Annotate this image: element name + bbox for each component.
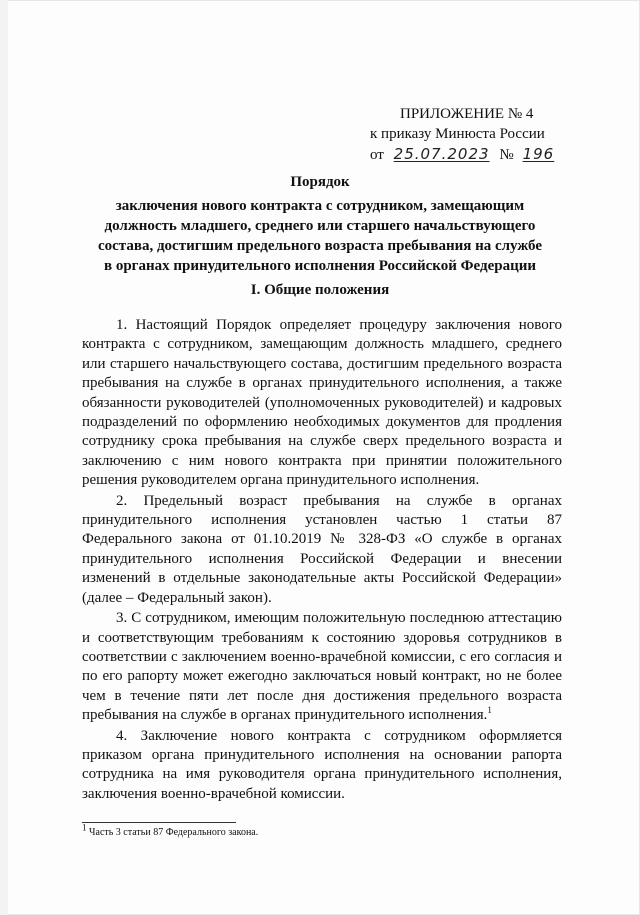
paragraph-text: 4. Заключение нового контракта с сотрудником оформляется приказом органа принудительного исполнения на основании рапорта сотрудника на имя руководителя органа принудительного исполнения, заключения военно-врачебной комиссии. [82, 727, 562, 802]
paragraph-4 [82, 727, 562, 805]
document-title-line: должность младшего, среднего или старшего начальствующего [104, 218, 536, 234]
paragraph-text: 1. Настоящий Порядок определяет процедуру заключения нового контракта с сотрудником, замещающим должность младшего, среднего или старшего начальствующего состава, достигшим предельного возраста пребывания на службе в органах принудительного исполнения, а также обязанности руководителей (уполномоченных руководителей) и кадровых подразделений по оформлению необходимых документов для продления сотруднику срока пребывания на службе сверх предельного возраста и заключению с ним нового контракта при принятии положительного решения руководителем органа принудительного исполнения. [82, 317, 562, 489]
scan-edge [0, 0, 8, 915]
paragraph-2 [82, 492, 562, 608]
from-label: от [370, 147, 384, 163]
document-title [70, 172, 570, 276]
footnote-text: Часть 3 статьи 87 Федерального закона. [89, 827, 259, 838]
appendix-header [370, 104, 570, 165]
handwritten-number: 196 [522, 145, 555, 163]
section-heading: I. Общие положения [250, 282, 390, 298]
paragraph-text: 3. С сотрудником, имеющим положительную последнюю аттестацию и соответствующим требованиям к состоянию здоровья сотрудников в соответствии с заключением военно-врачебной комиссии, с его согласия и по его рапорту может ежегодно заключаться новый контракт, но не более чем в течение пяти лет после дня достижения предельного возраста пребывания на службе в органах принудительного исполнения. [82, 610, 562, 724]
document-body [82, 316, 562, 804]
footnote-mark: 1 [82, 822, 87, 833]
paragraph-3 [82, 609, 562, 725]
footnote [82, 822, 259, 838]
number-label: № [499, 147, 514, 163]
appendix-order-ref: к приказу Минюста России [370, 126, 545, 142]
document-title-line: заключения нового контракта с сотрудником, замещающим [115, 198, 525, 214]
handwritten-date: 25.07.2023 [393, 145, 490, 163]
document-title-name: Порядок [290, 174, 350, 190]
appendix-title: ПРИЛОЖЕНИЕ № 4 [400, 106, 534, 122]
paragraph-1 [82, 316, 562, 491]
appendix-date-line [370, 144, 570, 165]
footnote-divider [82, 822, 236, 823]
document-title-line: в органах принудительного исполнения Российской Федерации [103, 258, 536, 274]
paragraph-text: 2. Предельный возраст пребывания на службе в органах принудительного исполнения установлен частью 1 статьи 87 Федерального закона от 01.10.2019 № 328-ФЗ «О службе в органах принудительного исполнения Российской Федерации и внесении изменений в отдельные законодательные акты Российской Федерации» (далее – Федеральный закон). [82, 492, 562, 606]
document-title-line: состава, достигшим предельного возраста пребывания на службе [97, 238, 543, 254]
footnote-reference[interactable]: 1 [487, 705, 492, 716]
